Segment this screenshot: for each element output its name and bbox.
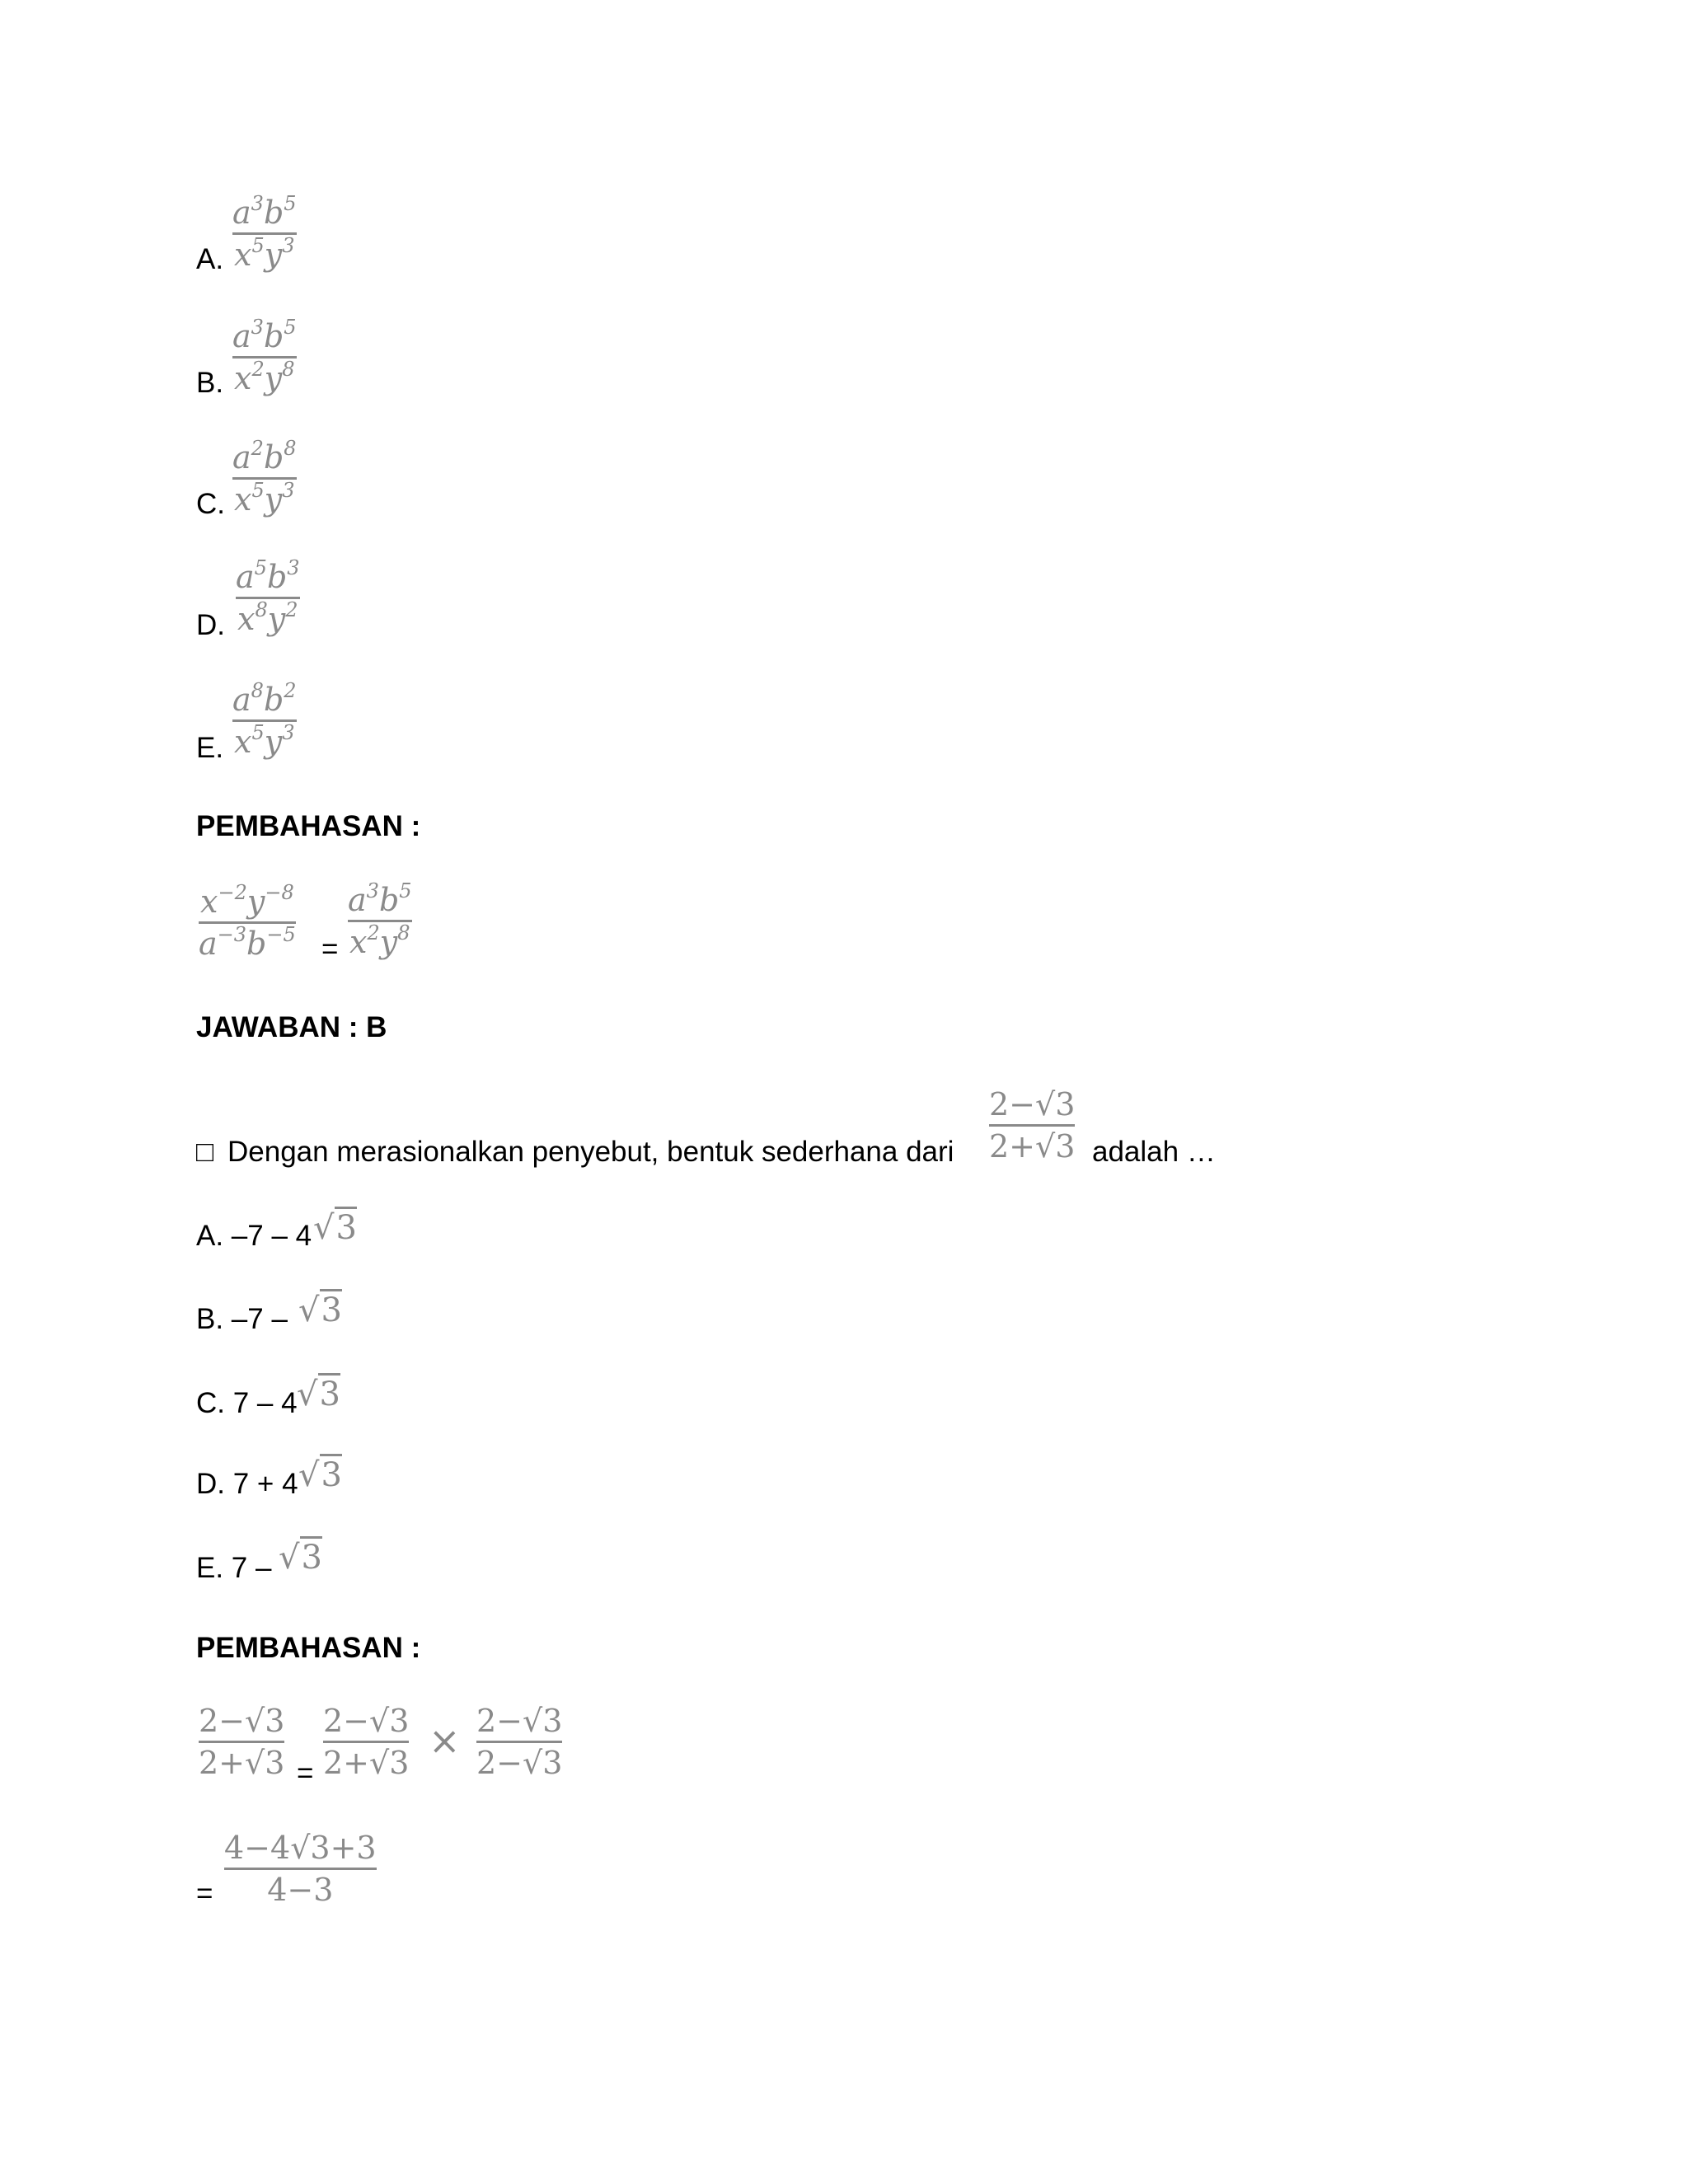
equals-sign: = (321, 933, 339, 965)
pembahasan-heading: PEMBAHASAN : (196, 1632, 421, 1664)
fraction-bar (989, 1124, 1075, 1127)
solution-step-fraction: 2−√3 2−√3 (476, 1703, 563, 1781)
solution-right-fraction: $a^3b^5$ $x^2y^8$ (348, 879, 412, 960)
option-text: A. –7 – 4 (196, 1220, 312, 1252)
equals-sign: = (196, 1877, 213, 1910)
option-fraction: $a^3b^5$ $x^2y^8$ (232, 316, 297, 396)
option-label: B. (196, 367, 224, 399)
sqrt-value: √3 (298, 1292, 342, 1329)
sqrt-value: √3 (279, 1540, 322, 1576)
solution-step-fraction: 4−4√3+3 4−3 (224, 1830, 377, 1908)
question-text-before: Dengan merasionalkan penyebut, bentuk sederhana dari (227, 1136, 954, 1168)
solution-step-fraction: 2−√3 2+√3 (199, 1703, 285, 1781)
option-text: B. –7 – (196, 1303, 288, 1335)
solution-step-fraction: 2−√3 2+√3 (323, 1703, 410, 1781)
option-label: C. (196, 488, 225, 520)
fraction-bar (476, 1741, 562, 1743)
question-bullet-icon: □ (196, 1136, 214, 1168)
question-fraction: 2−√3 2+√3 (989, 1086, 1076, 1165)
option-text: C. 7 – 4 (196, 1387, 298, 1419)
question-text-after: adalah … (1092, 1136, 1216, 1168)
sqrt-value: √3 (313, 1210, 357, 1246)
times-sign: × (429, 1718, 461, 1763)
option-fraction: $a^2b^8$ $x^5y^3$ (232, 437, 297, 518)
sqrt-value: √3 (297, 1376, 340, 1413)
option-text: E. 7 – (196, 1552, 272, 1584)
option-label: A. (196, 243, 224, 275)
fraction-bar (199, 1741, 284, 1743)
fraction-bar (224, 1868, 377, 1870)
option-fraction: $a^3b^5$ $x^5y^3$ (232, 192, 297, 273)
option-fraction: $a^8b^2$ $x^5y^3$ (232, 679, 297, 760)
option-label: D. (196, 609, 225, 641)
option-fraction: $a^5b^3$ $x^8y^2$ (236, 556, 300, 637)
fraction-bar (323, 1741, 409, 1743)
equals-sign: = (297, 1757, 314, 1789)
sqrt-value: √3 (298, 1457, 342, 1493)
option-label: E. (196, 732, 224, 764)
solution-left-fraction: $x^{-2}y^{-8}$ $a^{-3}b^{-5}$ (199, 881, 296, 962)
option-text: D. 7 + 4 (196, 1468, 298, 1500)
pembahasan-heading: PEMBAHASAN : (196, 810, 421, 842)
answer-line: JAWABAN : B (196, 1011, 387, 1043)
